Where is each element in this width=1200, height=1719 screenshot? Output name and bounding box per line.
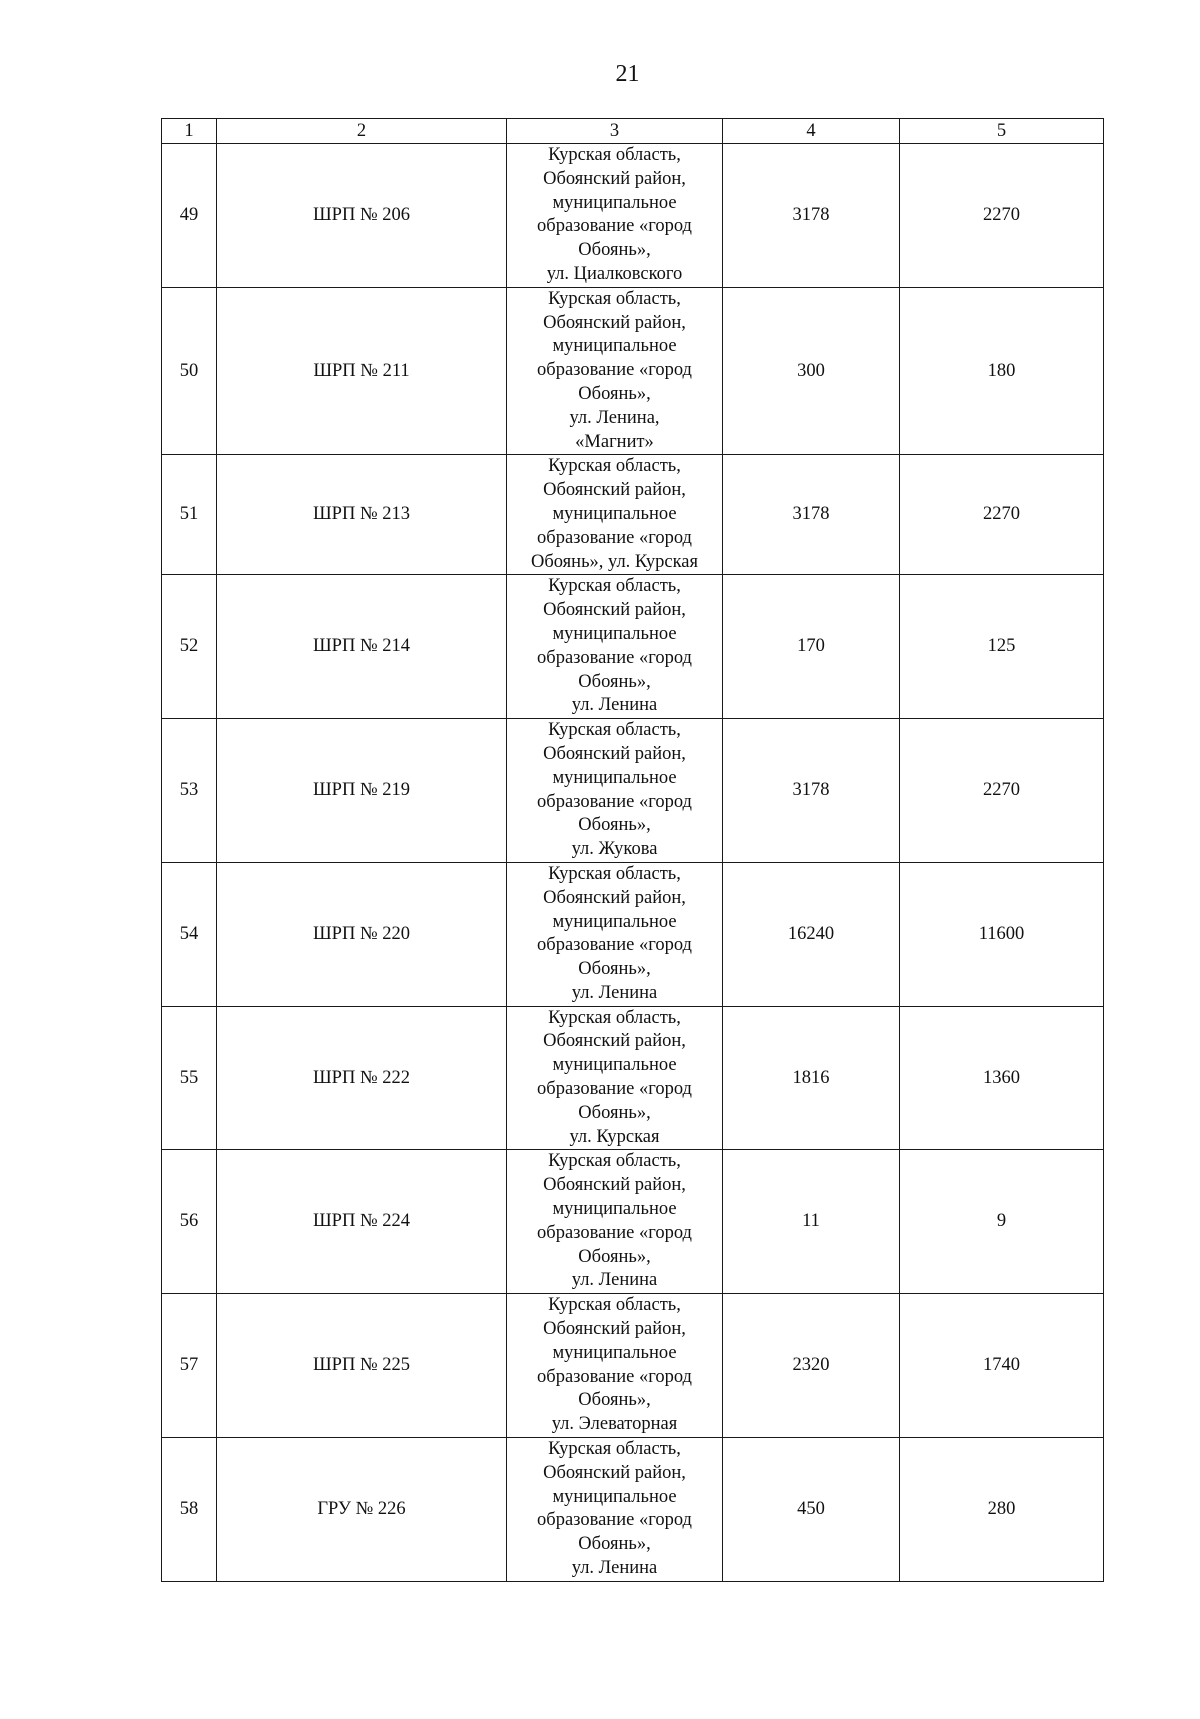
address-line: Обоянь»,	[578, 1534, 651, 1555]
address-line: Курская область,	[548, 1007, 681, 1028]
row-number-cell: 50	[162, 287, 217, 455]
address-line: Курская область,	[548, 720, 681, 741]
address-line: Обоянский район,	[543, 743, 686, 764]
address-line: Курская область,	[548, 1151, 681, 1172]
col4-value-cell: 1816	[723, 1006, 900, 1150]
col4-value-cell: 170	[723, 575, 900, 719]
address-cell	[507, 575, 723, 719]
object-name-cell: ШРП № 206	[217, 144, 507, 288]
address-line: муниципальное	[552, 911, 677, 932]
address-line: Обоянский район,	[543, 887, 686, 908]
col4-value-cell: 11	[723, 1150, 900, 1294]
table-row	[162, 862, 1104, 1006]
col4-value-cell: 450	[723, 1438, 900, 1582]
address-cell	[507, 1294, 723, 1438]
col4-value-cell: 3178	[723, 144, 900, 288]
row-number-cell: 52	[162, 575, 217, 719]
col5-value-cell: 11600	[900, 862, 1104, 1006]
object-name-cell: ШРП № 222	[217, 1006, 507, 1150]
col5-value-cell: 1360	[900, 1006, 1104, 1150]
address-line: образование «город	[537, 527, 692, 548]
row-number-cell: 53	[162, 719, 217, 863]
table-row	[162, 144, 1104, 288]
table-row	[162, 1150, 1104, 1294]
address-line: Обоянский район,	[543, 168, 686, 189]
row-number-cell: 54	[162, 862, 217, 1006]
row-number-cell: 56	[162, 1150, 217, 1294]
address-line: муниципальное	[552, 1199, 677, 1220]
address-line: ул. Жукова	[571, 839, 658, 860]
address-line: ул. Ленина,	[569, 407, 660, 428]
table-body	[162, 144, 1104, 1582]
object-name-cell: ШРП № 224	[217, 1150, 507, 1294]
address-line: ул. Курская	[569, 1126, 660, 1147]
address-line: ул. Ленина	[571, 695, 658, 716]
table-row	[162, 1006, 1104, 1150]
address-line: Обоянь»,	[578, 815, 651, 836]
object-name-cell: ГРУ № 226	[217, 1438, 507, 1582]
address-line: Курская область,	[548, 1295, 681, 1316]
address-line: Курская область,	[548, 1439, 681, 1460]
address-line: муниципальное	[552, 1342, 677, 1363]
address-line: Обоянский район,	[543, 1462, 686, 1483]
page-number: 21	[615, 61, 640, 87]
address-cell	[507, 1438, 723, 1582]
address-line: муниципальное	[552, 192, 677, 213]
header-col-4: 4	[723, 119, 900, 144]
table-row	[162, 455, 1104, 575]
address-line: Обоянь»,	[578, 671, 651, 692]
address-line: ул. Ленина	[571, 1558, 658, 1579]
header-col-1: 1	[162, 119, 217, 144]
address-line: Обоянский район,	[543, 1175, 686, 1196]
address-line: образование «город	[537, 360, 692, 381]
address-line: Обоянь»,	[578, 240, 651, 261]
address-line: Обоянь»,	[578, 1390, 651, 1411]
col5-value-cell: 9	[900, 1150, 1104, 1294]
row-number-cell: 49	[162, 144, 217, 288]
address-line: Курская область,	[548, 576, 681, 597]
address-line: образование «город	[537, 647, 692, 668]
address-cell	[507, 1150, 723, 1294]
col4-value-cell: 16240	[723, 862, 900, 1006]
address-line: Обоянский район,	[543, 1319, 686, 1340]
table-row	[162, 1438, 1104, 1582]
address-line: образование «город	[537, 1366, 692, 1387]
table-header	[162, 119, 1104, 144]
address-line: Курская область,	[548, 863, 681, 884]
object-name-cell: ШРП № 219	[217, 719, 507, 863]
row-number-cell: 51	[162, 455, 217, 575]
address-cell	[507, 719, 723, 863]
address-line: Обоянский район,	[543, 600, 686, 621]
address-cell	[507, 455, 723, 575]
address-line: образование «город	[537, 1510, 692, 1531]
object-name-cell: ШРП № 214	[217, 575, 507, 719]
table-row	[162, 575, 1104, 719]
table-row	[162, 287, 1104, 455]
address-line: образование «город	[537, 216, 692, 237]
table-row	[162, 1294, 1104, 1438]
address-line: муниципальное	[552, 767, 677, 788]
address-line: образование «город	[537, 935, 692, 956]
address-line: Курская область,	[548, 288, 681, 309]
address-line: Обоянский район,	[543, 480, 686, 501]
address-line: Обоянь»,	[578, 1246, 651, 1267]
row-number-cell: 58	[162, 1438, 217, 1582]
col4-value-cell: 300	[723, 287, 900, 455]
address-line: Курская область,	[548, 456, 681, 477]
object-name-cell: ШРП № 213	[217, 455, 507, 575]
address-line: Курская область,	[548, 145, 681, 165]
header-col-2: 2	[217, 119, 507, 144]
col5-value-cell: 2270	[900, 455, 1104, 575]
address-line: Обоянский район,	[543, 312, 686, 333]
address-line: муниципальное	[552, 1055, 677, 1076]
col5-value-cell: 280	[900, 1438, 1104, 1582]
address-line: Обоянь»,	[578, 383, 651, 404]
address-line: ул. Элеваторная	[551, 1414, 678, 1435]
col4-value-cell: 3178	[723, 455, 900, 575]
object-name-cell: ШРП № 211	[217, 287, 507, 455]
row-number-cell: 55	[162, 1006, 217, 1150]
col5-value-cell: 125	[900, 575, 1104, 719]
address-line: ул. Циалковского	[546, 263, 683, 284]
address-line: Обоянь»,	[578, 1102, 651, 1123]
object-name-cell: ШРП № 225	[217, 1294, 507, 1438]
address-line: Обоянь»,	[578, 959, 651, 980]
address-line: Обоянский район,	[543, 1031, 686, 1052]
address-cell	[507, 144, 723, 288]
col5-value-cell: 180	[900, 287, 1104, 455]
address-line: муниципальное	[552, 1486, 677, 1507]
address-line: муниципальное	[552, 623, 677, 644]
address-line: ул. Ленина	[571, 1270, 658, 1291]
col5-value-cell: 2270	[900, 719, 1104, 863]
table-row	[162, 719, 1104, 863]
col4-value-cell: 2320	[723, 1294, 900, 1438]
address-line: образование «город	[537, 1222, 692, 1243]
header-col-3: 3	[507, 119, 723, 144]
objects-table	[161, 118, 1104, 1582]
address-cell	[507, 287, 723, 455]
header-col-5: 5	[900, 119, 1104, 144]
col4-value-cell: 3178	[723, 719, 900, 863]
address-line: муниципальное	[552, 503, 677, 524]
address-line: ул. Ленина	[571, 982, 658, 1003]
address-cell	[507, 862, 723, 1006]
col5-value-cell: 2270	[900, 144, 1104, 288]
address-line: муниципальное	[552, 336, 677, 357]
address-line: «Магнит»	[575, 431, 654, 452]
object-name-cell: ШРП № 220	[217, 862, 507, 1006]
address-line: образование «город	[537, 791, 692, 812]
col5-value-cell: 1740	[900, 1294, 1104, 1438]
address-line: Обоянь», ул. Курская	[530, 551, 699, 572]
address-cell	[507, 1006, 723, 1150]
header-row	[162, 119, 1104, 144]
row-number-cell: 57	[162, 1294, 217, 1438]
address-line: образование «город	[537, 1079, 692, 1100]
